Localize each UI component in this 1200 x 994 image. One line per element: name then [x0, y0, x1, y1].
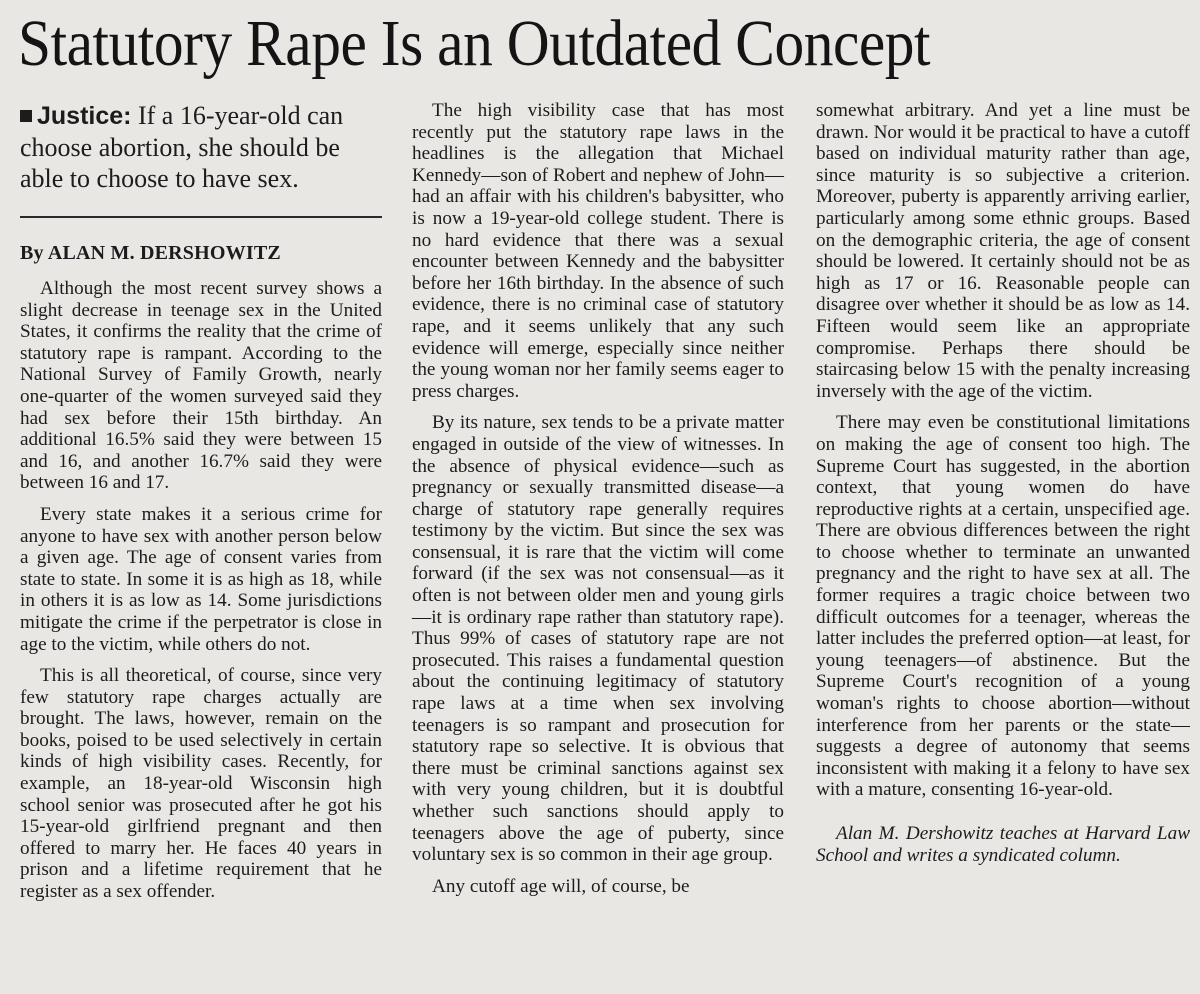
- headline: Statutory Rape Is an Outdated Concept: [18, 7, 931, 80]
- paragraph: Although the most recent survey shows a slight decrease in teenage sex in the United States, it confirms the reality that the crime of statutory rape is rampant. According to the National Survey of Family Growth, nearly one-quarter of the women surveyed said they had sex before their 15th birthday. An additional 16.5% said they were between 15 and 16, and another 16.7% said they were between 16 and 17.: [20, 278, 382, 494]
- column-1: [20, 100, 382, 903]
- column-3: [816, 100, 1190, 866]
- paragraph: By its nature, sex tends to be a private matter engaged in outside of the view of witnesses. In the absence of physical evidence—such as pregnancy or sexually transmitted disease—a charge of statutory rape generally requires testimony by the victim. But since the sex was consensual, it is rare that the victim will come forward (if the sex was not consensual—as it often is not between older men and young girls—it is ordinary rape rather than statutory rape). Thus 99% of cases of statutory rape are not prosecuted. This raises a fundamental question about the continuing legitimacy of statutory rape laws at a time when sex involving teenagers is so rampant and prosecution for statutory rape so selective. It is obvious that there must be criminal sanctions against sex with very young children, but it is doubtful whether such sanctions should apply to teenagers above the age of puberty, since voluntary sex is so common in their age group.: [412, 412, 784, 866]
- paragraph: Every state makes it a serious crime for anyone to have sex with another person below a given age. The age of consent varies from state to state. In some it is as high as 18, while in others it is as low as 14. Some jurisdictions mitigate the crime if the perpetrator is close in age to the victim, while others do not.: [20, 503, 382, 655]
- deck-text: If a 16-year-old can choose abortion, she should be able to choose to have sex.: [20, 101, 344, 193]
- paragraph: The high visibility case that has most recently put the statutory rape laws in the headlines is the allegation that Michael Kennedy—son of Robert and nephew of John—had an affair with his children's babysitter, who is now a 19-year-old college student. There is no hard evidence that there was a sexual encounter between Kennedy and the babysitter before her 16th birthday. In the absence of such evidence, there is no criminal case of statutory rape, and it seems unlikely that any such evidence will emerge, especially since neither the young woman nor her family seems eager to press charges.: [412, 100, 784, 402]
- deck: [20, 100, 382, 194]
- divider: [20, 216, 382, 218]
- paragraph: This is all theoretical, of course, since very few statutory rape charges actually are brought. The laws, however, remain on the books, poised to be used selectively in certain kinds of high visibility cases. Recently, for example, an 18-year-old Wisconsin high school senior was prosecuted after he got his 15-year-old girlfriend pregnant and then offered to marry her. He faces 40 years in prison and a lifetime requirement that he register as a sex offender.: [20, 665, 382, 903]
- paragraph: There may even be constitutional limitations on making the age of consent too high. The Supreme Court has suggested, in the abortion context, that young women do have reproductive rights at a certain, unspecified age. There are obvious differences between the right to choose whether to terminate an unwanted pregnancy and the right to have sex at all. The former requires a tragic choice between two difficult outcomes for a teenager, whereas the latter includes the preferred option—at least, for young teenagers—of abstinence. But the Supreme Court's recognition of a young woman's rights to choose abortion—without interference from her parents or the state—suggests a degree of autonomy that seems inconsistent with making it a felony to have sex with a mature, consenting 16-year-old.: [816, 412, 1190, 801]
- byline: By ALAN M. DERSHOWITZ: [20, 242, 281, 264]
- paragraph: Any cutoff age will, of course, be: [432, 875, 690, 897]
- column-2: [412, 100, 784, 897]
- author-tagline: Alan M. Dershowitz teaches at Harvard Law School and writes a syndicated column.: [816, 823, 1190, 866]
- deck-label: Justice:: [37, 102, 132, 130]
- paragraph: somewhat arbitrary. And yet a line must be drawn. Nor would it be practical to have a cutoff based on individual maturity rather than age, since maturity is so subjective a criterion. Moreover, puberty is apparently arriving earlier, particularly among some ethnic groups. Based on the demographic criteria, the age of consent should be lowered. It certainly should not be as high as 17 or 16. Reasonable people can disagree over whether it should be as low as 14. Fifteen would seem like an appropriate compromise. Perhaps there should be staircasing below 15 with the penalty increasing inversely with the age of the victim.: [816, 100, 1190, 402]
- bullet-icon: [20, 110, 32, 122]
